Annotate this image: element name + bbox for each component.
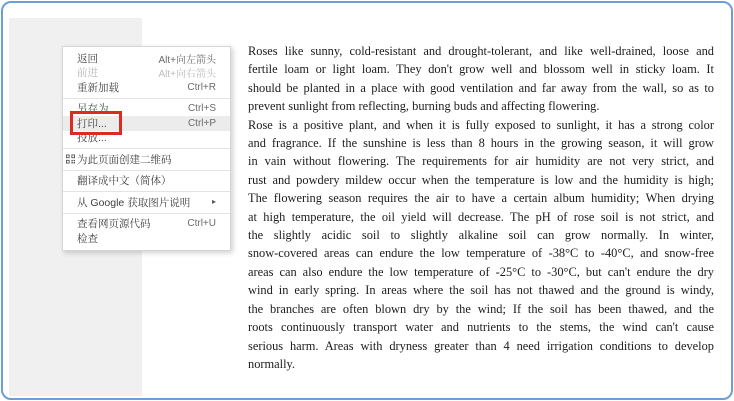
document-line: the slightly acidic soil to slightly alkaline soil can grow normally. In winter, xyxy=(248,228,714,243)
menu-item-label: 返回 xyxy=(77,52,98,65)
document-line: areas can also endure the low temperature of -25°C to -30°C, but can't endure the dry xyxy=(248,264,714,279)
document-line: serious harm. Areas with dryness greater than 4 need irrigation conditions to develop xyxy=(248,338,714,353)
menu-item-save-as[interactable] xyxy=(63,102,230,117)
document-text-area xyxy=(248,42,714,373)
menu-item-label: 检查 xyxy=(77,232,98,245)
menu-separator xyxy=(63,191,230,192)
document-line: the branches are often blown dry by the wind; If the soil has been thawed, and the xyxy=(248,301,714,316)
menu-item-shortcut: Ctrl+P xyxy=(187,117,216,129)
submenu-arrow-icon: ▸ xyxy=(211,197,216,207)
menu-item-shortcut: Ctrl+R xyxy=(187,81,216,93)
menu-item-label: 打印... xyxy=(77,117,107,130)
menu-item-label: 为此页面创建二维码 xyxy=(77,153,172,166)
menu-item-print[interactable] xyxy=(63,116,230,131)
menu-item-label: 从 Google 获取图片说明 xyxy=(77,196,191,209)
document-line: fertile loam or light loam. They don't grow well and blossom well in sticky loam. It xyxy=(248,62,714,77)
document-line: Rose is a positive plant, and when it is fully exposed to sunlight, it has a strong color xyxy=(248,117,714,132)
document-line: roots continuously transport water and nutrients to the stems, the wind can't cause xyxy=(248,320,714,335)
document-line: and fragrance. If the sunshine is less than 8 hours in the growing season, it will grow xyxy=(248,136,714,151)
menu-separator xyxy=(63,170,230,171)
document-line: should be planted in a place with good ventilation and far away from the wall, so as to xyxy=(248,80,714,95)
menu-separator xyxy=(63,213,230,214)
document-line: prevent sunlight from reflecting, burning buds and affecting flowering. xyxy=(248,99,600,114)
menu-item-get-image-descriptions[interactable] xyxy=(63,195,230,210)
menu-item-label: 投放... xyxy=(77,132,107,145)
menu-item-cast[interactable] xyxy=(63,131,230,146)
menu-item-back[interactable] xyxy=(63,51,230,66)
menu-item-shortcut: Ctrl+U xyxy=(187,218,216,230)
menu-item-create-qr-code[interactable] xyxy=(63,152,230,167)
document-line: rust and powdery mildew occur when the temperature is low and the humidity is high; xyxy=(248,172,714,187)
menu-separator xyxy=(63,98,230,99)
document-line: normally. xyxy=(248,356,296,371)
document-line: at high temperature, the oil yield will decrease. The pH of rose soil is not strict, and xyxy=(248,209,714,224)
menu-item-translate[interactable] xyxy=(63,174,230,189)
menu-item-label: 翻译成中文（简体） xyxy=(77,175,172,188)
menu-item-label: 重新加载 xyxy=(77,81,119,94)
menu-separator xyxy=(63,148,230,149)
document-line: wind in early spring. In areas where the soil has not thawed and the ground is windy, xyxy=(248,283,714,298)
document-line: Roses like sunny, cold-resistant and drought-tolerant, and like well-drained, loose and xyxy=(248,44,714,58)
menu-item-forward xyxy=(63,66,230,81)
menu-item-inspect[interactable] xyxy=(63,231,230,246)
context-menu xyxy=(62,46,231,251)
menu-item-shortcut: Alt+向右箭头 xyxy=(158,69,216,81)
menu-item-view-source[interactable] xyxy=(63,217,230,232)
qr-code-icon xyxy=(66,155,75,164)
menu-item-shortcut: Ctrl+S xyxy=(187,103,216,115)
document-line: The flowering season requires the air to have a certain album humidity; When drying xyxy=(248,191,714,206)
document-line: snow-covered areas can endure the low temperature of -38°C to -40°C, and snow-free xyxy=(248,246,714,261)
menu-item-label: 另存为 xyxy=(77,103,109,116)
menu-item-shortcut: Alt+向左箭头 xyxy=(158,54,216,66)
menu-item-label: 前进 xyxy=(77,67,98,80)
document-line: in vain without flowering. The requirements for air humidity are not very strict, and xyxy=(248,154,714,169)
menu-item-reload[interactable] xyxy=(63,80,230,95)
menu-item-label: 查看网页源代码 xyxy=(77,218,151,231)
